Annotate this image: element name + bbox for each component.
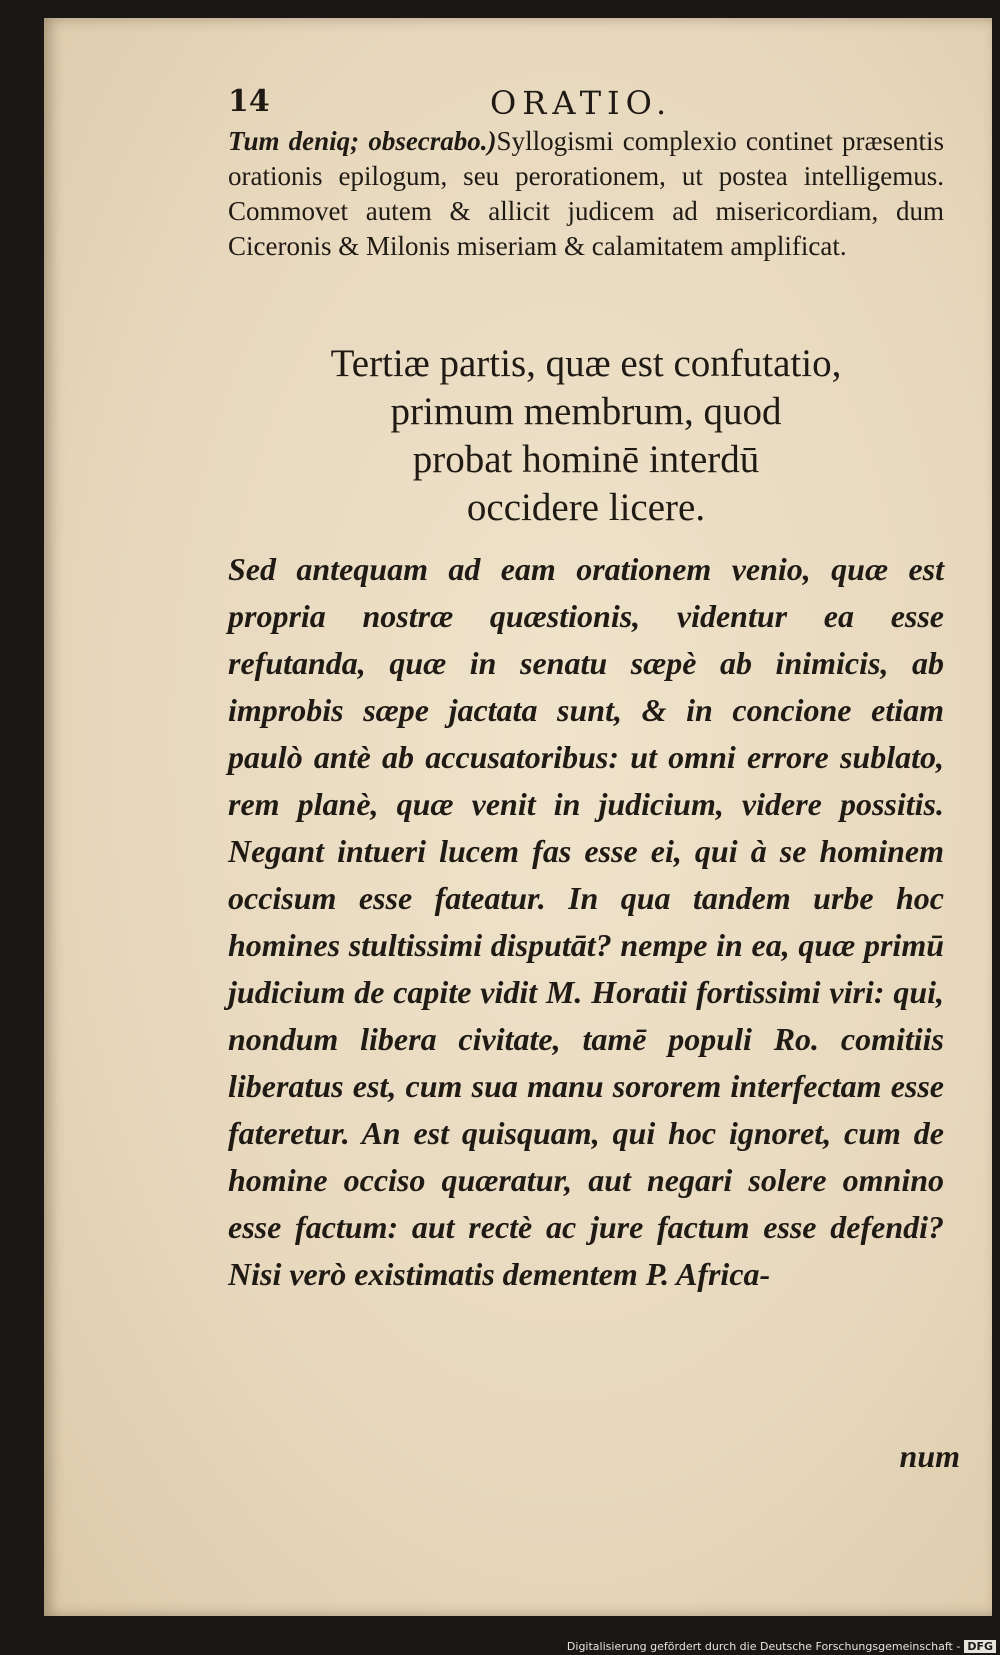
digitization-credit — [567, 1640, 996, 1653]
body-text: Sed antequam ad eam orationem venio, quæ est propria nostræ quæstionis, videntur ea esse refutanda, quæ in senatu sæpè ab inimicis, ab improbis sæpe jactata sunt, & in concione etiam paulò antè ab accusatoribus: ut omni errore sublato, rem planè, quæ venit in judicium, videre possitis. Negant intueri lucem fas esse ei, qui à se hominem occisum esse fateatur. In qua tandem urbe hoc homines stultissimi disputāt? nempe in ea, quæ primū judicium de capite vidit M. Horatii fortissimi viri: qui, nondum libera civitate, tamē populi Ro. comitiis liberatus est, cum sua manu sororem interfectam esse fateretur. An est quisquam, qui hoc ignoret, cum de homine occiso quæratur, aut negari solere omnino esse factum: aut rectè ac jure factum esse defendi? Nisi verò existimatis dementem P. Africa- — [228, 551, 944, 1292]
commentary-text: Syllogismi complexio continet præsentis orationis epilogum, seu perorationem, ut postea intelligemus. Commovet autem & allicit judicem ad misericordiam, dum Ciceronis & Milonis miseriam & calamitatem amplificat. — [228, 126, 944, 261]
section-heading-line: Tertiæ partis, quæ est confutatio, — [330, 342, 842, 385]
section-heading-line: occidere licere. — [466, 486, 706, 529]
commentary-paragraph — [228, 124, 944, 264]
section-heading-line: primum membrum, quod — [390, 390, 782, 433]
catchword: num — [899, 1438, 960, 1474]
section-heading — [228, 340, 944, 532]
running-title: ORATIO. — [490, 84, 673, 122]
commentary-lemma: Tum deniq; obsecrabo.) — [228, 126, 497, 156]
dfg-logo: DFG — [964, 1640, 996, 1653]
credit-text: Digitalisierung gefördert durch die Deutsche Forschungsgemeinschaft - — [566, 1640, 961, 1653]
section-heading-line: probat hominē interdū — [412, 438, 760, 481]
page-number: 14 — [228, 84, 270, 119]
running-head — [228, 84, 944, 124]
